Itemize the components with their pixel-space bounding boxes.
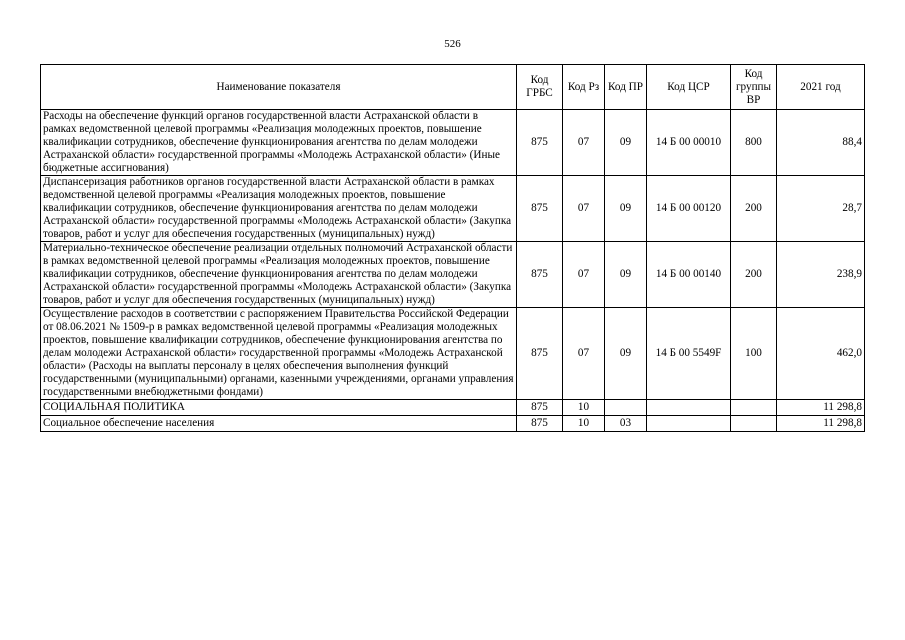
row-pr bbox=[605, 400, 647, 416]
row-rz: 10 bbox=[563, 400, 605, 416]
row-name: Материально-техническое обеспечение реализации отдельных полномочий Астраханской области в рамках ведомственной целевой программы «Реализация молодежных проектов, повышение квалификации сотрудников, обеспечение функционирования агентства по делам молодежи Астраханской области» государственной программы «Молодежь Астраханской области» (Закупка товаров, работ и услуг для обеспечения государственных (муниципальных) нужд) bbox=[41, 242, 517, 308]
row-amount: 11 298,8 bbox=[777, 416, 865, 432]
row-csr bbox=[647, 400, 731, 416]
table-row bbox=[41, 416, 865, 432]
row-csr: 14 Б 00 00120 bbox=[647, 176, 731, 242]
row-grbs: 875 bbox=[517, 416, 563, 432]
row-rz: 07 bbox=[563, 110, 605, 176]
table-row bbox=[41, 176, 865, 242]
row-grbs: 875 bbox=[517, 242, 563, 308]
row-csr bbox=[647, 416, 731, 432]
header-vr: Код группы ВР bbox=[731, 65, 777, 110]
table-row bbox=[41, 308, 865, 400]
row-amount: 238,9 bbox=[777, 242, 865, 308]
row-amount: 28,7 bbox=[777, 176, 865, 242]
row-vr: 800 bbox=[731, 110, 777, 176]
row-name: Осуществление расходов в соответствии с распоряжением Правительства Российской Федерации от 08.06.2021 № 1509-р в рамках ведомственной целевой программы «Реализация молодежных проектов, повышение квалификации сотрудников, обеспечение функционирования агентства по делам молодежи Астраханской области» государственной программы «Молодежь Астраханской области» (Расходы на выплаты персоналу в целях обеспечения выполнения функций государственными (муниципальными) органами, казенными учреждениями, органами управления государственными внебюджетными фондами) bbox=[41, 308, 517, 400]
table-row bbox=[41, 400, 865, 416]
row-pr: 09 bbox=[605, 110, 647, 176]
row-rz: 10 bbox=[563, 416, 605, 432]
row-rz: 07 bbox=[563, 242, 605, 308]
table-row bbox=[41, 110, 865, 176]
header-name: Наименование показателя bbox=[41, 65, 517, 110]
row-pr: 09 bbox=[605, 176, 647, 242]
header-grbs: Код ГРБС bbox=[517, 65, 563, 110]
row-name: Социальное обеспечение населения bbox=[41, 416, 517, 432]
row-amount: 462,0 bbox=[777, 308, 865, 400]
row-name: СОЦИАЛЬНАЯ ПОЛИТИКА bbox=[41, 400, 517, 416]
row-grbs: 875 bbox=[517, 400, 563, 416]
row-csr: 14 Б 00 00010 bbox=[647, 110, 731, 176]
row-grbs: 875 bbox=[517, 176, 563, 242]
table-row bbox=[41, 242, 865, 308]
row-vr bbox=[731, 400, 777, 416]
row-pr: 09 bbox=[605, 308, 647, 400]
header-rz: Код Рз bbox=[563, 65, 605, 110]
row-amount: 11 298,8 bbox=[777, 400, 865, 416]
header-pr: Код ПР bbox=[605, 65, 647, 110]
row-name: Расходы на обеспечение функций органов государственной власти Астраханской области в рамках ведомственной целевой программы «Реализация молодежных проектов, повышение квалификации сотрудников, обеспечение функционирования агентства по делам молодежи Астраханской области» государственной программы «Молодежь Астраханской области» (Иные бюджетные ассигнования) bbox=[41, 110, 517, 176]
row-csr: 14 Б 00 00140 bbox=[647, 242, 731, 308]
header-row bbox=[41, 65, 865, 110]
row-pr: 03 bbox=[605, 416, 647, 432]
row-vr: 200 bbox=[731, 242, 777, 308]
row-rz: 07 bbox=[563, 308, 605, 400]
row-vr: 100 bbox=[731, 308, 777, 400]
row-grbs: 875 bbox=[517, 110, 563, 176]
row-rz: 07 bbox=[563, 176, 605, 242]
row-grbs: 875 bbox=[517, 308, 563, 400]
header-csr: Код ЦСР bbox=[647, 65, 731, 110]
row-csr: 14 Б 00 5549F bbox=[647, 308, 731, 400]
row-vr bbox=[731, 416, 777, 432]
budget-table bbox=[40, 64, 865, 432]
header-year: 2021 год bbox=[777, 65, 865, 110]
row-pr: 09 bbox=[605, 242, 647, 308]
page-number: 526 bbox=[444, 38, 461, 50]
row-name: Диспансеризация работников органов государственной власти Астраханской области в рамках ведомственной целевой программы «Реализация молодежных проектов, повышение квалификации сотрудников, обеспечение функционирования агентства по делам молодежи Астраханской области» государственной программы «Молодежь Астраханской области» (Закупка товаров, работ и услуг для обеспечения государственных (муниципальных) нужд) bbox=[41, 176, 517, 242]
row-amount: 88,4 bbox=[777, 110, 865, 176]
row-vr: 200 bbox=[731, 176, 777, 242]
